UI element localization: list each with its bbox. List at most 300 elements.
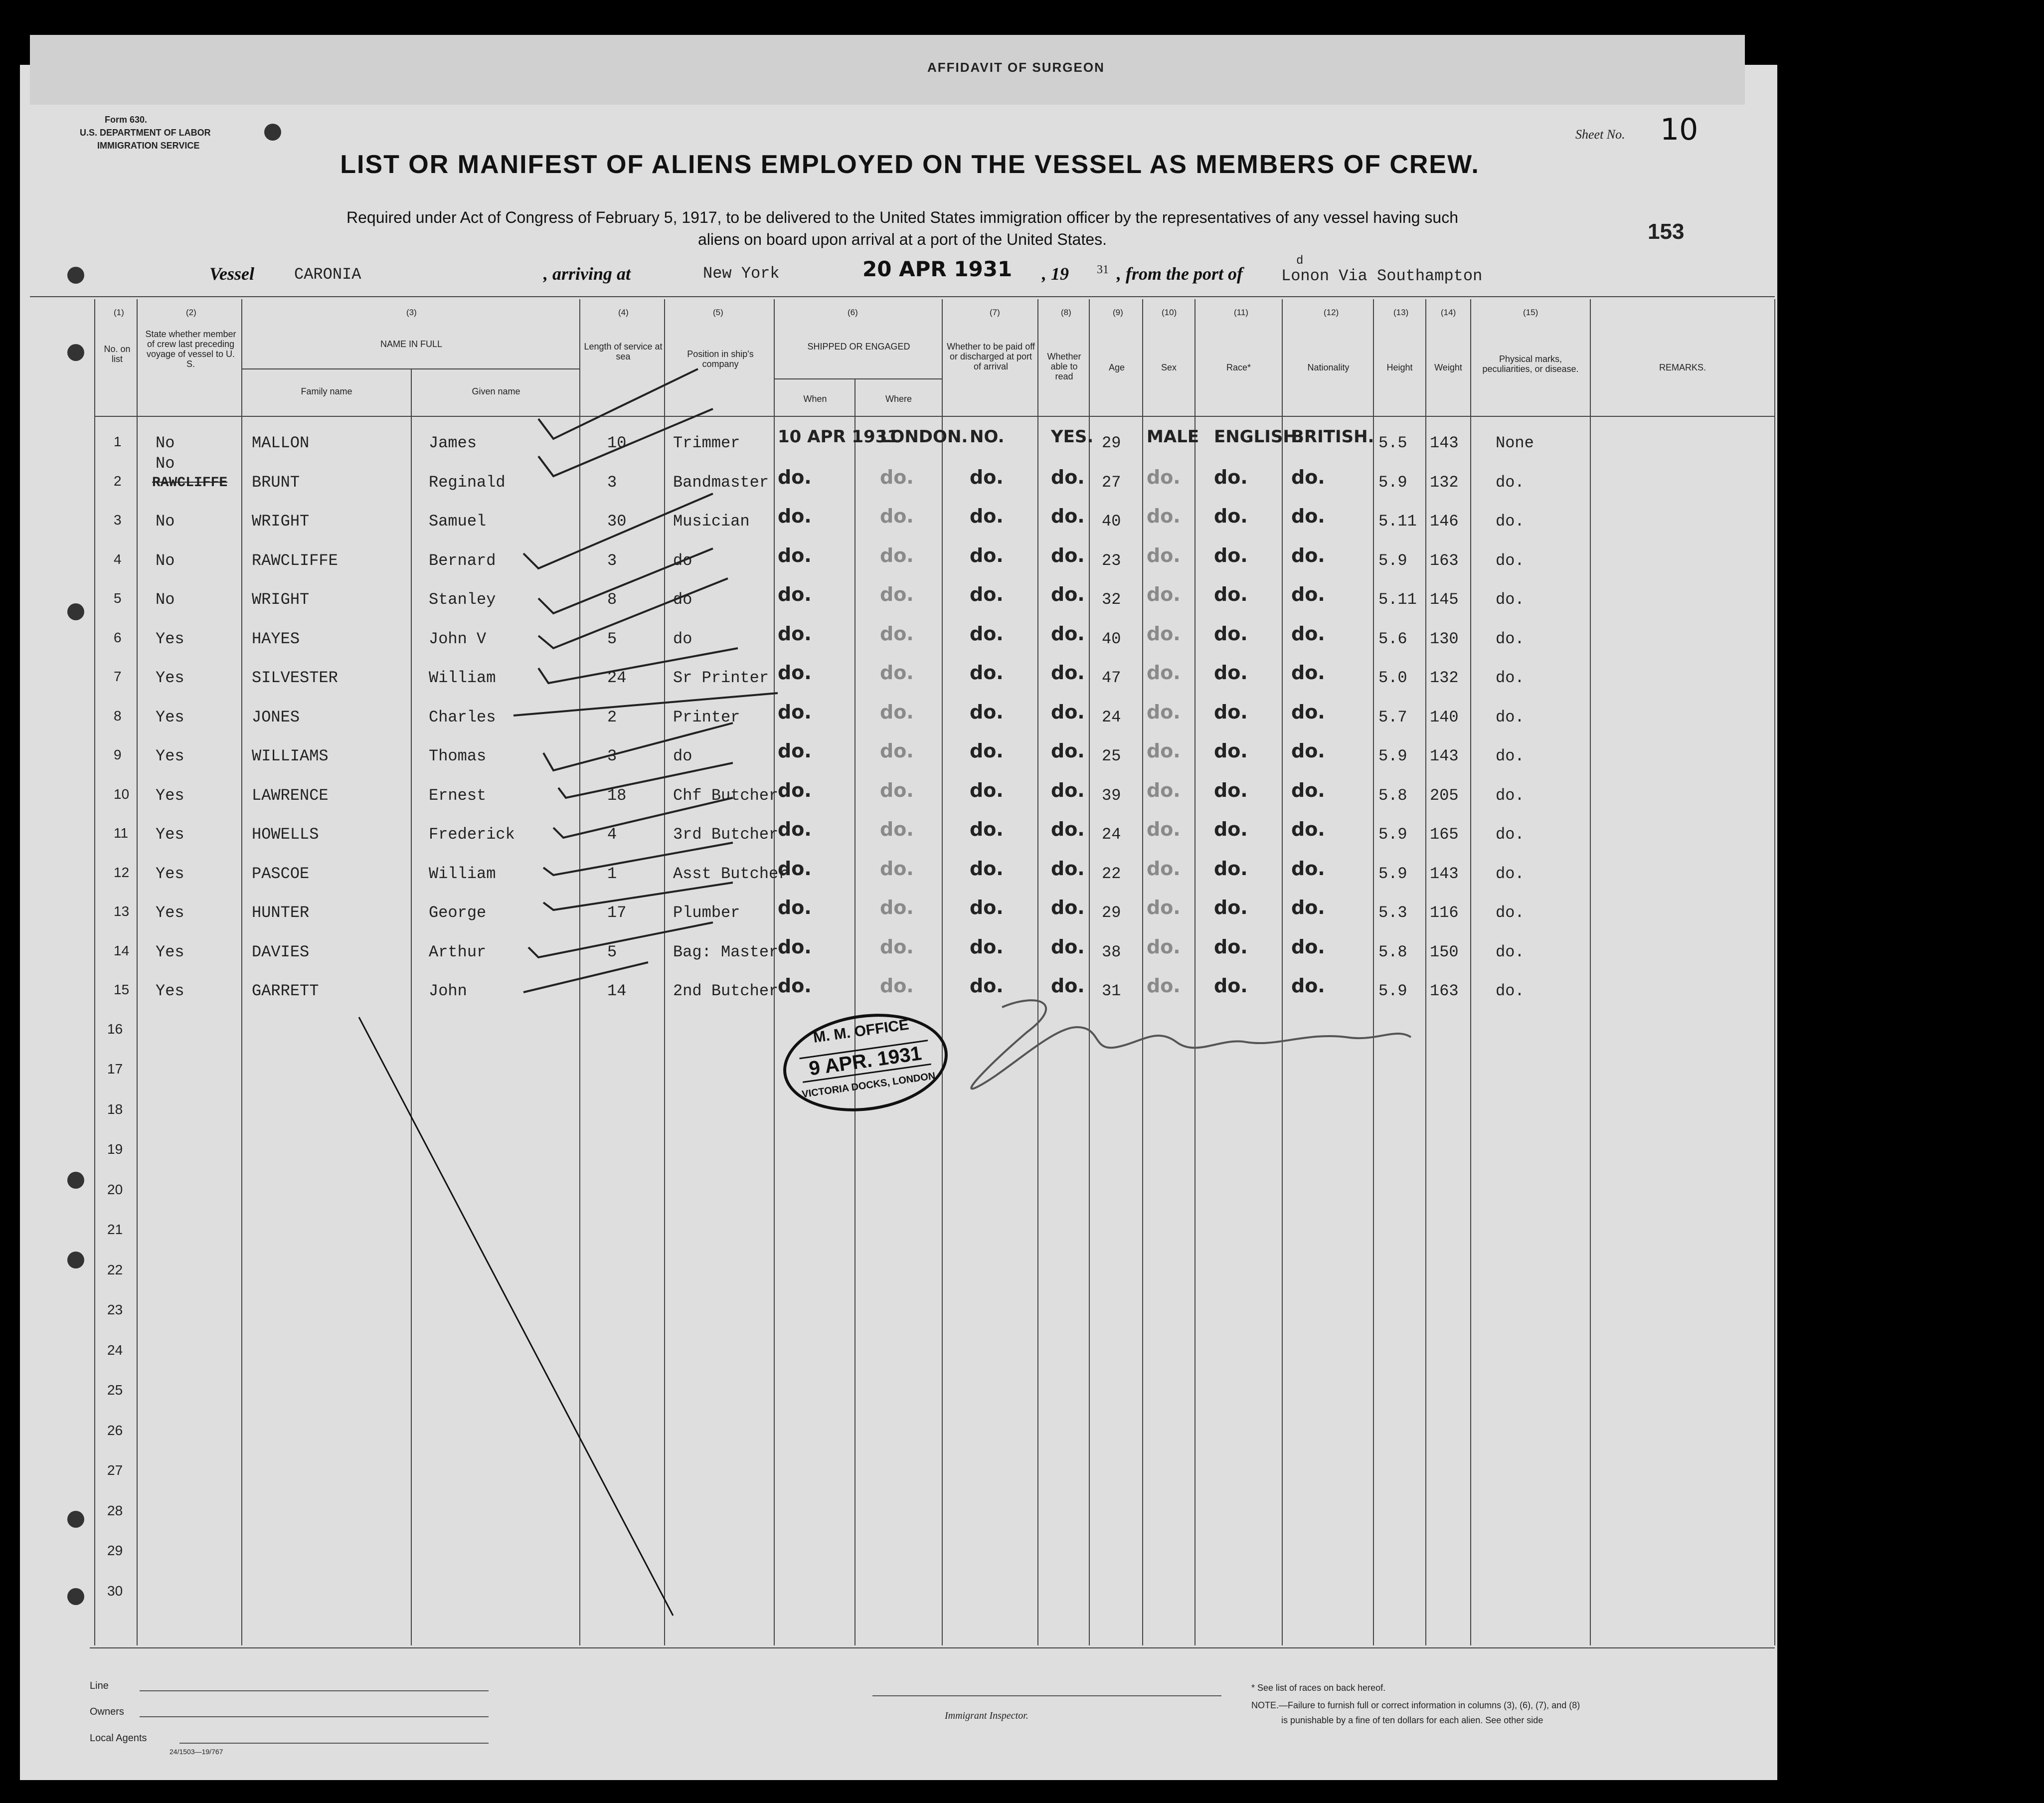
position-cell: Sr Printer — [673, 669, 769, 687]
physical-cell: do. — [1496, 551, 1525, 570]
col-num: (2) — [186, 308, 196, 317]
row-number: 10 — [114, 786, 130, 802]
row-number: 7 — [114, 669, 122, 684]
paid-off-cell: do. — [970, 505, 1004, 527]
row-number: 12 — [114, 864, 130, 880]
subtitle-line-2: aliens on board upon arrival at a port of the United States. — [697, 230, 1107, 248]
empty-row-number: 24 — [107, 1342, 123, 1358]
nationality-cell: do. — [1291, 975, 1325, 997]
from-port-label: , from the port of — [1117, 264, 1243, 284]
age-cell: 32 — [1102, 590, 1121, 609]
from-port-superscript: d — [1296, 254, 1304, 268]
empty-row-number: 25 — [107, 1382, 123, 1398]
able-read-cell: do. — [1051, 857, 1085, 880]
empty-row-number: 27 — [107, 1462, 123, 1478]
given-name-cell: Thomas — [429, 747, 487, 765]
family-name-cell: GARRETT — [252, 982, 319, 1000]
position-cell: Musician — [673, 512, 750, 531]
given-name-cell: William — [429, 669, 496, 687]
family-name-cell: MALLON — [252, 434, 310, 452]
sex-cell: do. — [1147, 544, 1181, 566]
when-cell: do. — [778, 701, 812, 723]
subtitle-line-1: Required under Act of Congress of February 5, 1917, to be delivered to the United States immigration officer by the representatives of any vessel having such — [346, 208, 1458, 226]
arrival-date-stamp: 20 APR 1931 — [862, 257, 1013, 281]
race-cell: do. — [1214, 975, 1248, 997]
row-number: 11 — [114, 825, 129, 841]
header-able-read: Whether able to read — [1047, 352, 1081, 381]
empty-row-number: 20 — [107, 1181, 123, 1197]
empty-row-number: 18 — [107, 1101, 123, 1117]
weight-cell: 140 — [1430, 708, 1459, 726]
nationality-cell: do. — [1291, 779, 1325, 801]
paid-off-cell: NO. — [970, 427, 1005, 447]
race-cell: do. — [1214, 544, 1248, 566]
prev-voyage-cell: Yes — [156, 786, 184, 805]
given-name-cell: Stanley — [429, 590, 496, 609]
height-cell: 5.3 — [1378, 903, 1407, 922]
header-no-on-list: No. on list — [104, 344, 131, 364]
empty-row-number: 29 — [107, 1543, 123, 1558]
service-cell: 18 — [607, 786, 627, 805]
physical-cell: do. — [1496, 512, 1525, 531]
empty-row-number: 30 — [107, 1583, 123, 1599]
position-cell: Chf Butcher — [673, 786, 779, 805]
given-name-cell: John — [429, 982, 467, 1000]
sex-cell: MALE — [1147, 427, 1199, 447]
service-cell: 24 — [607, 669, 627, 687]
sheet-number: 10 — [1660, 112, 1699, 147]
weight-cell: 132 — [1430, 669, 1459, 687]
able-read-cell: do. — [1051, 975, 1085, 997]
header-when: When — [803, 394, 827, 404]
family-name-cell: JONES — [252, 708, 300, 726]
physical-cell: do. — [1496, 982, 1525, 1000]
when-cell: do. — [778, 857, 812, 880]
nationality-cell: do. — [1291, 544, 1325, 566]
col-num: (6) — [848, 308, 858, 317]
position-cell: Bandmaster — [673, 473, 769, 492]
stamp-top: M. M. OFFICE — [812, 1016, 910, 1046]
age-cell: 39 — [1102, 786, 1121, 805]
where-cell: do. — [880, 740, 914, 762]
paid-off-cell: do. — [970, 662, 1004, 684]
stamp-bottom: VICTORIA DOCKS, LONDON — [801, 1070, 936, 1100]
vessel-name: CARONIA — [294, 265, 361, 284]
empty-row-number: 17 — [107, 1061, 123, 1077]
family-name-cell: WRIGHT — [252, 512, 310, 531]
when-cell: do. — [778, 740, 812, 762]
footer-owners-label: Owners — [90, 1706, 124, 1717]
able-read-cell: do. — [1051, 818, 1085, 840]
age-cell: 22 — [1102, 864, 1121, 883]
header-age: Age — [1108, 362, 1125, 372]
page-title: LIST OR MANIFEST OF ALIENS EMPLOYED ON THE VESSEL AS MEMBERS OF CREW. — [340, 150, 1480, 179]
header-height: Height — [1386, 362, 1413, 372]
where-cell: do. — [880, 857, 914, 880]
able-read-cell: do. — [1051, 779, 1085, 801]
header-shipped: SHIPPED OR ENGAGED — [807, 342, 910, 352]
when-cell: do. — [778, 622, 812, 645]
physical-cell: do. — [1496, 903, 1525, 922]
age-cell: 29 — [1102, 903, 1121, 922]
prev-voyage-cell: No — [156, 551, 175, 570]
able-read-cell: do. — [1051, 583, 1085, 605]
prev-voyage-cell: Yes — [156, 982, 184, 1000]
page-number: 153 — [1648, 219, 1685, 244]
where-cell: do. — [880, 466, 914, 488]
header-position: Position in ship's company — [687, 349, 754, 369]
col-num: (9) — [1113, 308, 1123, 317]
when-cell: 10 APR 1931 — [778, 427, 899, 447]
prev-voyage-cell: Yes — [156, 864, 184, 883]
header-member-prev: State whether member of crew last preceding voyage of vessel to U. S. — [145, 329, 236, 369]
able-read-cell: do. — [1051, 897, 1085, 918]
weight-cell: 130 — [1430, 629, 1459, 648]
able-read-cell: do. — [1051, 505, 1085, 527]
given-name-cell: Arthur — [429, 942, 487, 961]
given-name-cell: James — [429, 434, 477, 452]
weight-cell: 150 — [1430, 942, 1459, 961]
header-family-name: Family name — [301, 386, 352, 396]
height-cell: 5.11 — [1378, 512, 1417, 531]
physical-cell: do. — [1496, 590, 1525, 609]
vessel-label: Vessel — [209, 264, 254, 284]
col-num: (5) — [713, 308, 723, 317]
when-cell: do. — [778, 975, 812, 997]
prev-voyage-cell: Yes — [156, 629, 184, 648]
from-port: Lonon Via Southampton — [1281, 267, 1483, 285]
when-cell: do. — [778, 818, 812, 840]
race-cell: do. — [1214, 505, 1248, 527]
footer-line-rule — [140, 1690, 489, 1691]
sex-cell: do. — [1147, 505, 1181, 527]
header-where: Where — [885, 394, 912, 404]
header-length-service: Length of service at sea — [584, 342, 663, 361]
empty-row-number: 21 — [107, 1222, 123, 1237]
when-cell: do. — [778, 466, 812, 488]
header-weight: Weight — [1434, 362, 1462, 372]
footer-note-3: is punishable by a fine of ten dollars for each alien. See other side — [1281, 1715, 1543, 1725]
height-cell: 5.11 — [1378, 590, 1417, 609]
physical-cell: do. — [1496, 942, 1525, 961]
empty-row-number: 26 — [107, 1422, 123, 1438]
header-physical: Physical marks, peculiarities, or disease. — [1482, 354, 1579, 374]
able-read-cell: do. — [1051, 935, 1085, 958]
age-cell: 31 — [1102, 982, 1121, 1000]
service-label: IMMIGRATION SERVICE — [97, 141, 200, 151]
sex-cell: do. — [1147, 818, 1181, 840]
arrival-port: New York — [703, 264, 780, 283]
row-number: 5 — [114, 590, 122, 606]
able-read-cell: do. — [1051, 466, 1085, 488]
position-cell: do — [673, 551, 692, 570]
sex-cell: do. — [1147, 701, 1181, 723]
weight-cell: 146 — [1430, 512, 1459, 531]
when-cell: do. — [778, 779, 812, 801]
when-cell: do. — [778, 935, 812, 958]
sheet-number-label: Sheet No. — [1575, 127, 1625, 142]
height-cell: 5.5 — [1378, 434, 1407, 452]
given-name-cell: Samuel — [429, 512, 487, 531]
where-cell: do. — [880, 935, 914, 958]
age-cell: 25 — [1102, 747, 1121, 765]
service-cell: 17 — [607, 903, 627, 922]
family-name-cell: DAVIES — [252, 942, 310, 961]
header-nationality: Nationality — [1307, 362, 1350, 372]
where-cell: do. — [880, 818, 914, 840]
prev-voyage-cell: No — [156, 512, 175, 531]
sex-cell: do. — [1147, 897, 1181, 918]
header-name-in-full: NAME IN FULL — [380, 339, 443, 349]
family-name-cell: RAWCLIFFE — [252, 551, 338, 570]
row-number: 4 — [114, 551, 122, 567]
race-cell: do. — [1214, 466, 1248, 488]
nationality-cell: do. — [1291, 662, 1325, 684]
height-cell: 5.7 — [1378, 708, 1407, 726]
header-given-name: Given name — [472, 386, 520, 396]
when-cell: do. — [778, 897, 812, 918]
physical-cell: do. — [1496, 747, 1525, 765]
physical-cell: do. — [1496, 473, 1525, 492]
height-cell: 5.9 — [1378, 825, 1407, 844]
age-cell: 27 — [1102, 473, 1121, 492]
race-cell: do. — [1214, 662, 1248, 684]
row-number: 15 — [114, 982, 130, 997]
position-cell: Asst Butcher — [673, 864, 788, 883]
race-cell: do. — [1214, 857, 1248, 880]
where-cell: do. — [880, 897, 914, 918]
service-cell: 8 — [607, 590, 617, 609]
position-cell: do — [673, 629, 692, 648]
weight-cell: 163 — [1430, 551, 1459, 570]
age-cell: 40 — [1102, 512, 1121, 531]
col-num: (10) — [1162, 308, 1177, 317]
header-sex: Sex — [1161, 362, 1177, 372]
age-cell: 38 — [1102, 942, 1121, 961]
prev-voyage-cell: No — [156, 434, 175, 452]
height-cell: 5.9 — [1378, 473, 1407, 492]
physical-cell: do. — [1496, 825, 1525, 844]
stamp-date: 9 APR. 1931 — [799, 1040, 931, 1083]
given-name-cell: Reginald — [429, 473, 506, 492]
header-paid-off: Whether to be paid off or discharged at port of arrival — [947, 342, 1035, 371]
physical-cell: do. — [1496, 629, 1525, 648]
row-number: 1 — [114, 434, 122, 449]
year-label: , 19 — [1042, 264, 1069, 284]
footer-line-label: Line — [90, 1680, 109, 1691]
height-cell: 5.9 — [1378, 982, 1407, 1000]
empty-row-number: 22 — [107, 1262, 123, 1277]
weight-cell: 143 — [1430, 747, 1459, 765]
col-num: (13) — [1393, 308, 1409, 317]
inspector-rule — [872, 1695, 1221, 1696]
able-read-cell: do. — [1051, 662, 1085, 684]
nationality-cell: do. — [1291, 935, 1325, 958]
family-name-cell: SILVESTER — [252, 669, 338, 687]
row-number: 3 — [114, 512, 122, 528]
given-name-cell: John V — [429, 629, 487, 648]
sex-cell: do. — [1147, 622, 1181, 645]
paid-off-cell: do. — [970, 975, 1004, 997]
age-cell: 23 — [1102, 551, 1121, 570]
given-name-cell: Frederick — [429, 825, 515, 844]
where-cell: do. — [880, 975, 914, 997]
family-name-cell: WILLIAMS — [252, 747, 329, 765]
header-race: Race* — [1226, 362, 1251, 372]
able-read-cell: do. — [1051, 701, 1085, 723]
weight-cell: 165 — [1430, 825, 1459, 844]
race-cell: do. — [1214, 622, 1248, 645]
signature — [971, 1000, 1411, 1088]
weight-cell: 205 — [1430, 786, 1459, 805]
position-cell: 3rd Butcher — [673, 825, 779, 844]
col-num: (8) — [1061, 308, 1071, 317]
able-read-cell: do. — [1051, 544, 1085, 566]
sex-cell: do. — [1147, 466, 1181, 488]
arriving-label: , arriving at — [543, 264, 631, 284]
height-cell: 5.0 — [1378, 669, 1407, 687]
when-cell: do. — [778, 544, 812, 566]
paid-off-cell: do. — [970, 740, 1004, 762]
prev-voyage-cell: No — [156, 590, 175, 609]
position-cell: Trimmer — [673, 434, 740, 452]
age-cell: 40 — [1102, 629, 1121, 648]
given-name-cell: Charles — [429, 708, 496, 726]
position-cell: Plumber — [673, 903, 740, 922]
service-cell: 3 — [607, 747, 617, 765]
col-num: (4) — [618, 308, 629, 317]
weight-cell: 132 — [1430, 473, 1459, 492]
where-cell: do. — [880, 701, 914, 723]
where-cell: do. — [880, 779, 914, 801]
col-num: (3) — [406, 308, 417, 317]
age-cell: 47 — [1102, 669, 1121, 687]
family-name-cell: HUNTER — [252, 903, 310, 922]
physical-cell: do. — [1496, 864, 1525, 883]
col-num: (14) — [1441, 308, 1456, 317]
able-read-cell: do. — [1051, 622, 1085, 645]
given-name-cell: Ernest — [429, 786, 487, 805]
family-name-cell: HAYES — [252, 629, 300, 648]
family-name-cell: PASCOE — [252, 864, 310, 883]
when-cell: do. — [778, 583, 812, 605]
physical-cell: do. — [1496, 669, 1525, 687]
footer-note-2: NOTE.—Failure to furnish full or correct information in columns (3), (6), (7), and (8) — [1251, 1700, 1580, 1710]
given-name-cell: George — [429, 903, 487, 922]
race-cell: do. — [1214, 897, 1248, 918]
service-cell: 2 — [607, 708, 617, 726]
service-cell: 4 — [607, 825, 617, 844]
row-number: 13 — [114, 903, 130, 919]
paid-off-cell: do. — [970, 583, 1004, 605]
where-cell: do. — [880, 505, 914, 527]
nationality-cell: do. — [1291, 466, 1325, 488]
height-cell: 5.6 — [1378, 629, 1407, 648]
service-cell: 14 — [607, 982, 627, 1000]
weight-cell: 163 — [1430, 982, 1459, 1000]
when-cell: do. — [778, 505, 812, 527]
age-cell: 29 — [1102, 434, 1121, 452]
race-cell: do. — [1214, 740, 1248, 762]
footer-note-1: * See list of races on back hereof. — [1251, 1683, 1386, 1693]
age-cell: 24 — [1102, 708, 1121, 726]
nationality-cell: do. — [1291, 740, 1325, 762]
struck-name: RAWCLIFFE — [152, 475, 228, 491]
col-num: (12) — [1324, 308, 1339, 317]
race-cell: do. — [1214, 935, 1248, 958]
age-cell: 24 — [1102, 825, 1121, 844]
height-cell: 5.9 — [1378, 864, 1407, 883]
paid-off-cell: do. — [970, 701, 1004, 723]
where-cell: do. — [880, 544, 914, 566]
race-cell: do. — [1214, 779, 1248, 801]
physical-cell: None — [1496, 434, 1534, 452]
family-name-cell: LAWRENCE — [252, 786, 329, 805]
col-num: (1) — [114, 308, 124, 317]
given-name-cell: Bernard — [429, 551, 496, 570]
service-cell: 3 — [607, 473, 617, 492]
nationality-cell: do. — [1291, 818, 1325, 840]
col-num: (11) — [1234, 308, 1248, 317]
where-cell: do. — [880, 622, 914, 645]
weight-cell: 143 — [1430, 434, 1459, 452]
col-num: (7) — [990, 308, 1000, 317]
footer-form-code: 24/1503—19/767 — [170, 1748, 223, 1756]
col-num: (15) — [1523, 308, 1538, 317]
row-number: 14 — [114, 942, 130, 958]
paid-off-cell: do. — [970, 779, 1004, 801]
position-cell: 2nd Butcher — [673, 982, 779, 1000]
physical-cell: do. — [1496, 708, 1525, 726]
prev-voyage-cell: Yes — [156, 903, 184, 922]
prev-voyage-cell: Yes — [156, 747, 184, 765]
sex-cell: do. — [1147, 857, 1181, 880]
sex-cell: do. — [1147, 779, 1181, 801]
department-label: U.S. DEPARTMENT OF LABOR — [80, 128, 211, 138]
prev-voyage-cell: No — [156, 454, 175, 473]
position-cell: do — [673, 590, 692, 609]
given-name-cell: William — [429, 864, 496, 883]
paid-off-cell: do. — [970, 897, 1004, 918]
paid-off-cell: do. — [970, 857, 1004, 880]
where-cell: do. — [880, 583, 914, 605]
service-cell: 5 — [607, 629, 617, 648]
race-cell: do. — [1214, 583, 1248, 605]
race-cell: ENGLISH. — [1214, 427, 1304, 447]
service-cell: 10 — [607, 434, 627, 452]
position-cell: Printer — [673, 708, 740, 726]
weight-cell: 145 — [1430, 590, 1459, 609]
race-cell: do. — [1214, 818, 1248, 840]
able-read-cell: YES. — [1051, 427, 1094, 447]
service-cell: 3 — [607, 551, 617, 570]
when-cell: do. — [778, 662, 812, 684]
nationality-cell: do. — [1291, 583, 1325, 605]
service-cell: 1 — [607, 864, 617, 883]
sex-cell: do. — [1147, 583, 1181, 605]
sex-cell: do. — [1147, 935, 1181, 958]
form-number: Form 630. — [105, 115, 148, 125]
position-cell: Bag: Master — [673, 942, 779, 961]
row-number: 6 — [114, 629, 122, 645]
where-cell: LONDON. — [880, 427, 968, 447]
top-strip-label: AFFIDAVIT OF SURGEON — [927, 60, 1105, 75]
sex-cell: do. — [1147, 740, 1181, 762]
prev-voyage-cell: Yes — [156, 825, 184, 844]
header-remarks: REMARKS. — [1659, 362, 1706, 372]
prev-voyage-cell: Yes — [156, 708, 184, 726]
empty-row-number: 28 — [107, 1502, 123, 1518]
